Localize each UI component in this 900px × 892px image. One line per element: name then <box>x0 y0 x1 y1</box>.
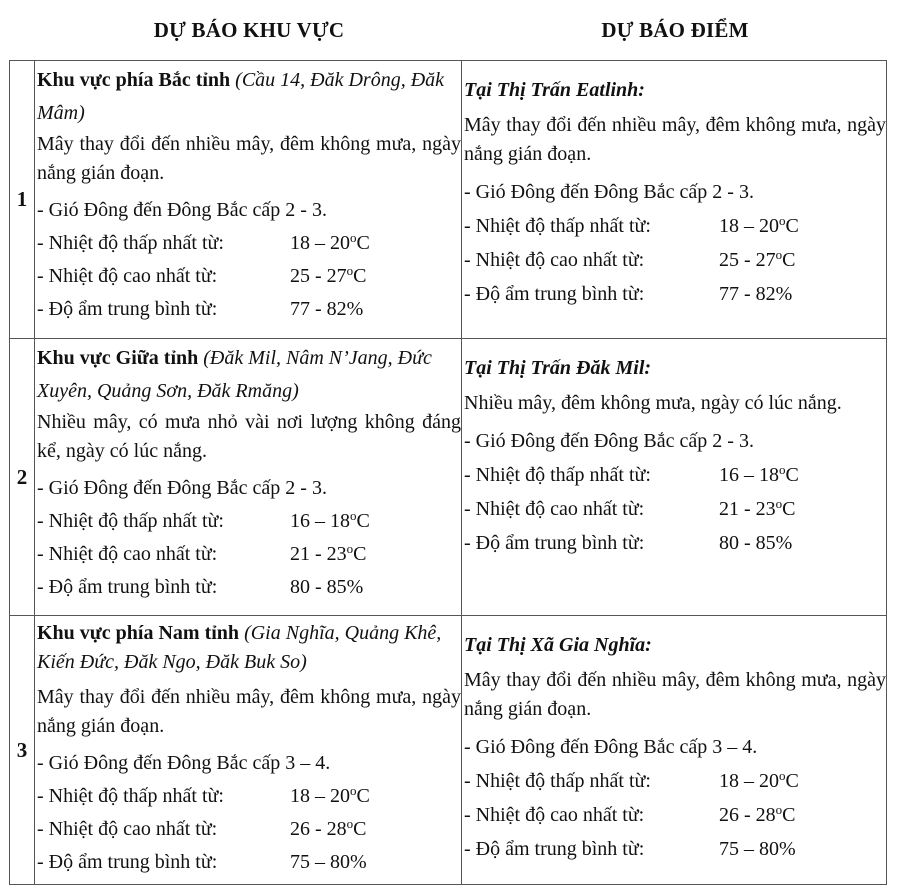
humidity-label: - Độ ẩm trung bình từ: <box>464 532 645 554</box>
max-temp-label: - Nhiệt độ cao nhất từ: <box>37 818 218 840</box>
humidity-label: - Độ ẩm trung bình từ: <box>464 283 645 305</box>
region-name: Khu vực phía Nam tỉnh <box>37 622 240 644</box>
humidity-line <box>37 571 461 604</box>
max-temp-line <box>37 813 461 846</box>
max-temp-value: 26 - 28 <box>719 804 776 826</box>
bullet-dash: - <box>37 477 49 499</box>
degree-mark: o <box>350 783 357 798</box>
wind-line <box>37 747 461 780</box>
min-temp-value: 18 – 20 <box>290 232 350 254</box>
point-description: Nhiều mây, đêm không mưa, ngày có lúc nắng. <box>464 392 842 414</box>
celsius-unit: C <box>782 804 796 826</box>
celsius-unit: C <box>785 215 799 237</box>
point-description: Mây thay đổi đến nhiều mây, đêm không mưa, ngày nắng gián đoạn. <box>464 114 886 165</box>
wind-value: Gió Đông đến Đông Bắc cấp 2 - 3. <box>475 181 754 203</box>
row-number: 2 <box>10 339 35 616</box>
region-description: Mây thay đổi đến nhiều mây, đêm không mưa, ngày nắng gián đoạn. <box>37 686 461 737</box>
min-temp-value: 16 – 18 <box>290 510 350 532</box>
degree-mark: o <box>350 230 357 245</box>
wind-line <box>37 472 461 505</box>
region-places: (Cầu 14, Đăk Drông, Đăk Mâm) <box>37 69 445 124</box>
degree-mark: o <box>775 247 783 262</box>
min-temp-value: 18 – 20 <box>290 785 350 807</box>
degree-mark: o <box>350 508 357 523</box>
humidity-line <box>37 846 461 879</box>
wind-line <box>464 175 886 209</box>
humidity-line <box>37 293 461 326</box>
humidity-label: - Độ ẩm trung bình từ: <box>37 298 218 320</box>
min-temp-line <box>37 227 461 260</box>
forecast-row-1 <box>10 61 887 339</box>
point-forecast-cell <box>462 616 887 885</box>
wind-line <box>464 424 886 458</box>
bullet-dash: - <box>37 752 49 774</box>
max-temp-label: - Nhiệt độ cao nhất từ: <box>37 265 218 287</box>
min-temp-line <box>464 458 886 492</box>
max-temp-line <box>464 243 886 277</box>
min-temp-line <box>464 209 886 243</box>
min-temp-value: 16 – 18 <box>719 464 779 486</box>
celsius-unit: C <box>782 249 796 271</box>
point-title: Tại Thị Xã Gia Nghĩa: <box>464 634 652 656</box>
celsius-unit: C <box>353 265 367 287</box>
bullet-dash: - <box>37 199 49 221</box>
degree-mark: o <box>775 802 783 817</box>
row-number: 3 <box>10 616 35 885</box>
humidity-value: 75 – 80% <box>719 838 796 860</box>
degree-mark: o <box>779 462 786 477</box>
degree-mark: o <box>346 541 354 556</box>
region-places: (Gia Nghĩa, Quảng Khê, Kiến Đức, Đăk Ngo, Đăk Buk So) <box>37 622 442 673</box>
max-temp-line <box>37 260 461 293</box>
region-title <box>37 342 461 408</box>
humidity-value: 77 - 82% <box>719 283 793 305</box>
max-temp-label: - Nhiệt độ cao nhất từ: <box>37 543 218 565</box>
wind-line <box>464 730 886 764</box>
max-temp-line <box>464 492 886 526</box>
region-description: Mây thay đổi đến nhiều mây, đêm không mưa, ngày nắng gián đoạn. <box>37 133 461 184</box>
degree-mark: o <box>346 816 354 831</box>
min-temp-line <box>464 764 886 798</box>
wind-value: Gió Đông đến Đông Bắc cấp 3 – 4. <box>475 736 758 758</box>
humidity-line <box>464 277 886 311</box>
max-temp-label: - Nhiệt độ cao nhất từ: <box>464 498 645 520</box>
humidity-value: 75 – 80% <box>290 851 367 873</box>
region-title <box>37 64 461 130</box>
point-forecast-cell <box>462 339 887 616</box>
min-temp-label: - Nhiệt độ thấp nhất từ: <box>464 770 651 792</box>
region-forecast-cell <box>35 339 462 616</box>
wind-value: Gió Đông đến Đông Bắc cấp 2 - 3. <box>475 430 754 452</box>
humidity-value: 77 - 82% <box>290 298 364 320</box>
humidity-label: - Độ ẩm trung bình từ: <box>37 851 218 873</box>
min-temp-label: - Nhiệt độ thấp nhất từ: <box>37 785 224 807</box>
max-temp-value: 21 - 23 <box>719 498 776 520</box>
max-temp-label: - Nhiệt độ cao nhất từ: <box>464 804 645 826</box>
min-temp-value: 18 – 20 <box>719 215 779 237</box>
row-number: 1 <box>10 61 35 339</box>
region-title <box>37 619 461 677</box>
header-region-forecast: DỰ BÁO KHU VỰC <box>153 18 345 42</box>
max-temp-line <box>37 538 461 571</box>
wind-value: Gió Đông đến Đông Bắc cấp 2 - 3. <box>48 199 327 221</box>
humidity-label: - Độ ẩm trung bình từ: <box>464 838 645 860</box>
min-temp-label: - Nhiệt độ thấp nhất từ: <box>37 510 224 532</box>
point-title: Tại Thị Trấn Đăk Mil: <box>464 357 652 379</box>
degree-mark: o <box>346 263 354 278</box>
degree-mark: o <box>779 213 786 228</box>
max-temp-value: 26 - 28 <box>290 818 347 840</box>
bullet-dash: - <box>464 430 476 452</box>
celsius-unit: C <box>782 498 796 520</box>
point-title: Tại Thị Trấn Eatlinh: <box>464 79 645 101</box>
min-temp-label: - Nhiệt độ thấp nhất từ: <box>37 232 224 254</box>
region-description: Nhiều mây, có mưa nhỏ vài nơi lượng không đáng kể, ngày có lúc nắng. <box>37 411 461 462</box>
point-forecast-cell <box>462 61 887 339</box>
humidity-label: - Độ ẩm trung bình từ: <box>37 576 218 598</box>
region-name: Khu vực Giữa tỉnh <box>37 347 199 369</box>
max-temp-value: 25 - 27 <box>719 249 776 271</box>
min-temp-label: - Nhiệt độ thấp nhất từ: <box>464 215 651 237</box>
celsius-unit: C <box>353 543 367 565</box>
region-forecast-cell <box>35 616 462 885</box>
celsius-unit: C <box>356 232 370 254</box>
max-temp-line <box>464 798 886 832</box>
degree-mark: o <box>775 496 783 511</box>
max-temp-value: 25 - 27 <box>290 265 347 287</box>
min-temp-value: 18 – 20 <box>719 770 779 792</box>
min-temp-label: - Nhiệt độ thấp nhất từ: <box>464 464 651 486</box>
bullet-dash: - <box>464 181 476 203</box>
wind-line <box>37 194 461 227</box>
point-description: Mây thay đổi đến nhiều mây, đêm không mưa, ngày nắng gián đoạn. <box>464 669 886 720</box>
region-places: (Đăk Mil, Nâm N’Jang, Đức Xuyên, Quảng Sơn, Đăk Rmăng) <box>37 347 432 402</box>
region-forecast-cell <box>35 61 462 339</box>
celsius-unit: C <box>356 510 370 532</box>
celsius-unit: C <box>785 464 799 486</box>
celsius-unit: C <box>785 770 799 792</box>
celsius-unit: C <box>356 785 370 807</box>
forecast-table <box>9 60 887 885</box>
wind-value: Gió Đông đến Đông Bắc cấp 3 – 4. <box>48 752 331 774</box>
wind-value: Gió Đông đến Đông Bắc cấp 2 - 3. <box>48 477 327 499</box>
bullet-dash: - <box>464 736 476 758</box>
humidity-line <box>464 526 886 560</box>
min-temp-line <box>37 780 461 813</box>
humidity-value: 80 - 85% <box>719 532 793 554</box>
min-temp-line <box>37 505 461 538</box>
celsius-unit: C <box>353 818 367 840</box>
max-temp-value: 21 - 23 <box>290 543 347 565</box>
humidity-value: 80 - 85% <box>290 576 364 598</box>
max-temp-label: - Nhiệt độ cao nhất từ: <box>464 249 645 271</box>
humidity-line <box>464 832 886 866</box>
region-name: Khu vực phía Bắc tỉnh <box>37 69 231 91</box>
degree-mark: o <box>779 768 786 783</box>
forecast-row-2 <box>10 339 887 616</box>
forecast-row-3 <box>10 616 887 885</box>
header-point-forecast: DỰ BÁO ĐIỂM <box>601 18 749 42</box>
